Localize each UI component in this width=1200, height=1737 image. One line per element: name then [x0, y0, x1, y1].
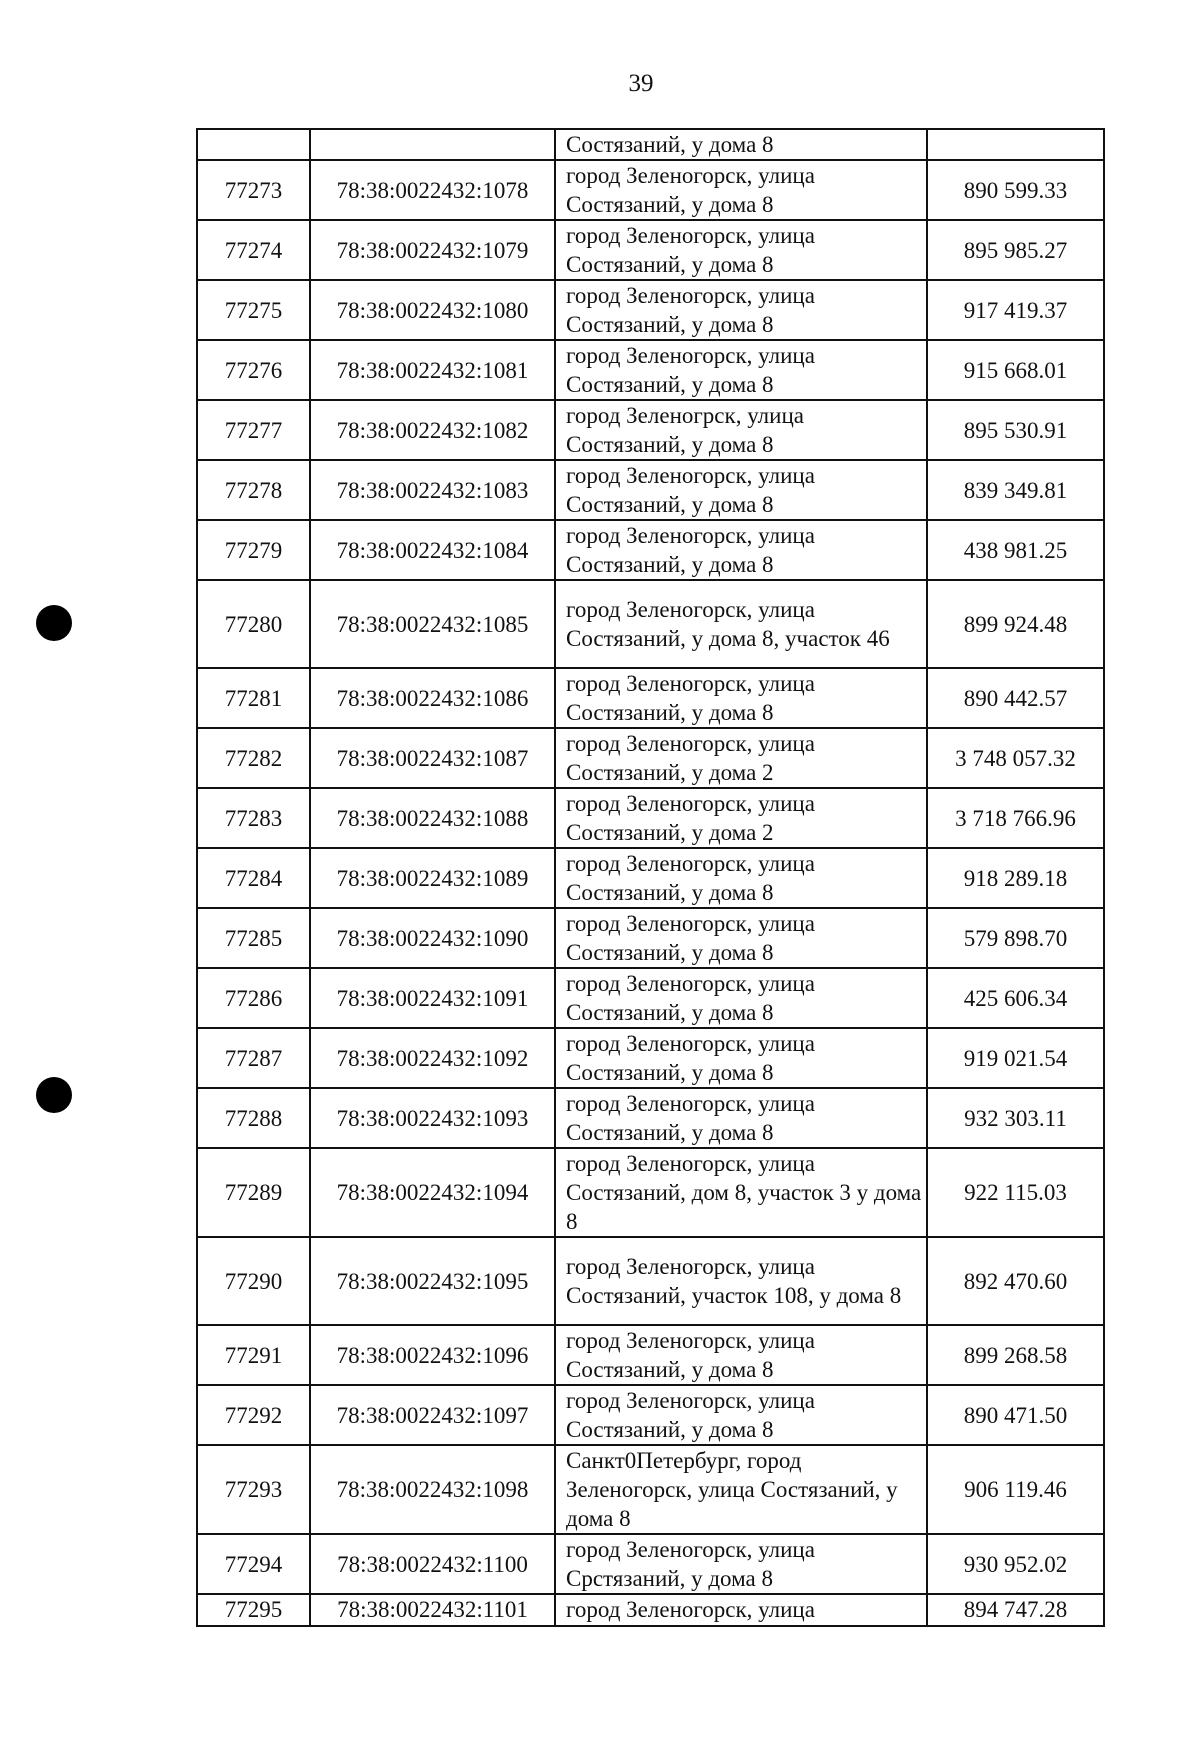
address-cell: город Зеленогорск, улица Срстязаний, у дома 8 [555, 1534, 927, 1594]
punch-hole-mark [36, 605, 72, 641]
amount-cell: 895 985.27 [927, 220, 1104, 280]
cadastral-number-cell: 78:38:0022432:1090 [310, 908, 555, 968]
table-row [197, 1148, 1104, 1237]
row-number-cell: 77292 [197, 1385, 310, 1445]
table-row [197, 1088, 1104, 1148]
register-table [196, 128, 1105, 1627]
amount-cell: 899 268.58 [927, 1325, 1104, 1385]
row-number-cell: 77276 [197, 340, 310, 400]
table-row [197, 788, 1104, 848]
amount-cell: 890 471.50 [927, 1385, 1104, 1445]
amount-cell: 922 115.03 [927, 1148, 1104, 1237]
row-number-cell: 77275 [197, 280, 310, 340]
table-row [197, 848, 1104, 908]
row-number-cell: 77278 [197, 460, 310, 520]
row-number-cell: 77293 [197, 1445, 310, 1534]
row-number-cell: 77273 [197, 160, 310, 220]
address-cell: Санкт0Петербург, город Зеленогорск, улица Состязаний, у дома 8 [555, 1445, 927, 1534]
amount-cell: 579 898.70 [927, 908, 1104, 968]
address-cell: Состязаний, у дома 8 [555, 129, 927, 160]
row-number-cell: 77287 [197, 1028, 310, 1088]
address-cell: город Зеленогорск, улица Состязаний, у дома 8 [555, 848, 927, 908]
table-row [197, 968, 1104, 1028]
row-number-cell: 77288 [197, 1088, 310, 1148]
address-cell: город Зеленогорск, улица Состязаний, дом 8, участок 3 у дома 8 [555, 1148, 927, 1237]
table-row [197, 160, 1104, 220]
row-number-cell: 77290 [197, 1237, 310, 1325]
row-number-cell [197, 129, 310, 160]
amount-cell: 890 442.57 [927, 668, 1104, 728]
address-cell: город Зеленогорск, улица Состязаний, у дома 8 [555, 968, 927, 1028]
table-row [197, 668, 1104, 728]
address-cell: город Зеленогорск, улица [555, 1594, 927, 1626]
punch-hole-mark [36, 1077, 72, 1113]
page-number: 39 [628, 70, 654, 97]
amount-cell: 892 470.60 [927, 1237, 1104, 1325]
table-row [197, 520, 1104, 580]
address-cell: город Зеленогорск, улица Состязаний, у дома 2 [555, 728, 927, 788]
cadastral-number-cell: 78:38:0022432:1086 [310, 668, 555, 728]
amount-cell [927, 129, 1104, 160]
cadastral-number-cell: 78:38:0022432:1087 [310, 728, 555, 788]
address-cell: город Зеленогорск, улица Состязаний, у дома 8 [555, 1088, 927, 1148]
address-cell: город Зеленогорск, улица Состязаний, у дома 8 [555, 340, 927, 400]
table-row [197, 460, 1104, 520]
amount-cell: 906 119.46 [927, 1445, 1104, 1534]
cadastral-number-cell [310, 129, 555, 160]
address-cell: город Зеленогорск, улица Состязаний, у дома 8 [555, 668, 927, 728]
address-cell: город Зеленогорск, улица Состязаний, у дома 8 [555, 220, 927, 280]
table-row [197, 1028, 1104, 1088]
table-row [197, 728, 1104, 788]
amount-cell: 895 530.91 [927, 400, 1104, 460]
row-number-cell: 77279 [197, 520, 310, 580]
row-number-cell: 77285 [197, 908, 310, 968]
row-number-cell: 77294 [197, 1534, 310, 1594]
row-number-cell: 77289 [197, 1148, 310, 1237]
table-row [197, 1237, 1104, 1325]
cadastral-number-cell: 78:38:0022432:1088 [310, 788, 555, 848]
amount-cell: 425 606.34 [927, 968, 1104, 1028]
amount-cell: 932 303.11 [927, 1088, 1104, 1148]
cadastral-number-cell: 78:38:0022432:1079 [310, 220, 555, 280]
cadastral-number-cell: 78:38:0022432:1096 [310, 1325, 555, 1385]
cadastral-number-cell: 78:38:0022432:1083 [310, 460, 555, 520]
address-cell: город Зеленогорск, улица Состязаний, у дома 8 [555, 460, 927, 520]
amount-cell: 890 599.33 [927, 160, 1104, 220]
row-number-cell: 77281 [197, 668, 310, 728]
table-row [197, 340, 1104, 400]
table-row [197, 280, 1104, 340]
amount-cell: 839 349.81 [927, 460, 1104, 520]
amount-cell: 919 021.54 [927, 1028, 1104, 1088]
address-cell: город Зеленогорск, улица Состязаний, у дома 8 [555, 908, 927, 968]
table-row [197, 1534, 1104, 1594]
address-cell: город Зеленогорск, улица Состязаний, у дома 8 [555, 1385, 927, 1445]
amount-cell: 930 952.02 [927, 1534, 1104, 1594]
table-row-continuation [197, 129, 1104, 160]
row-number-cell: 77274 [197, 220, 310, 280]
amount-cell: 438 981.25 [927, 520, 1104, 580]
amount-cell: 917 419.37 [927, 280, 1104, 340]
address-cell: город Зеленогорск, улица Состязаний, у дома 8 [555, 160, 927, 220]
row-number-cell: 77277 [197, 400, 310, 460]
row-number-cell: 77295 [197, 1594, 310, 1626]
row-number-cell: 77283 [197, 788, 310, 848]
table-row [197, 220, 1104, 280]
register-table-container [196, 128, 1103, 1627]
table-row [197, 1594, 1104, 1626]
cadastral-number-cell: 78:38:0022432:1098 [310, 1445, 555, 1534]
cadastral-number-cell: 78:38:0022432:1095 [310, 1237, 555, 1325]
address-cell: город Зеленогорск, улица Состязаний, у дома 8 [555, 520, 927, 580]
cadastral-number-cell: 78:38:0022432:1097 [310, 1385, 555, 1445]
amount-cell: 894 747.28 [927, 1594, 1104, 1626]
table-row [197, 908, 1104, 968]
amount-cell: 899 924.48 [927, 580, 1104, 668]
cadastral-number-cell: 78:38:0022432:1084 [310, 520, 555, 580]
amount-cell: 915 668.01 [927, 340, 1104, 400]
cadastral-number-cell: 78:38:0022432:1089 [310, 848, 555, 908]
table-row [197, 1325, 1104, 1385]
address-cell: город Зеленогорск, улица Состязаний, участок 108, у дома 8 [555, 1237, 927, 1325]
address-cell: город Зеленогорск, улица Состязаний, у дома 2 [555, 788, 927, 848]
address-cell: город Зеленогорск, улица Состязаний, у дома 8 [555, 1325, 927, 1385]
cadastral-number-cell: 78:38:0022432:1078 [310, 160, 555, 220]
address-cell: город Зеленогорск, улица Состязаний, у дома 8, участок 46 [555, 580, 927, 668]
table-row [197, 580, 1104, 668]
cadastral-number-cell: 78:38:0022432:1093 [310, 1088, 555, 1148]
cadastral-number-cell: 78:38:0022432:1085 [310, 580, 555, 668]
address-cell: город Зеленогорск, улица Состязаний, у дома 8 [555, 280, 927, 340]
amount-cell: 918 289.18 [927, 848, 1104, 908]
row-number-cell: 77282 [197, 728, 310, 788]
row-number-cell: 77284 [197, 848, 310, 908]
table-row [197, 400, 1104, 460]
amount-cell: 3 718 766.96 [927, 788, 1104, 848]
amount-cell: 3 748 057.32 [927, 728, 1104, 788]
cadastral-number-cell: 78:38:0022432:1101 [310, 1594, 555, 1626]
table-row [197, 1385, 1104, 1445]
address-cell: город Зеленогорск, улица Состязаний, у дома 8 [555, 1028, 927, 1088]
cadastral-number-cell: 78:38:0022432:1094 [310, 1148, 555, 1237]
cadastral-number-cell: 78:38:0022432:1092 [310, 1028, 555, 1088]
cadastral-number-cell: 78:38:0022432:1082 [310, 400, 555, 460]
cadastral-number-cell: 78:38:0022432:1091 [310, 968, 555, 1028]
row-number-cell: 77291 [197, 1325, 310, 1385]
cadastral-number-cell: 78:38:0022432:1080 [310, 280, 555, 340]
row-number-cell: 77286 [197, 968, 310, 1028]
register-table-body [197, 129, 1104, 1626]
table-row [197, 1445, 1104, 1534]
address-cell: город Зеленогрск, улица Состязаний, у дома 8 [555, 400, 927, 460]
row-number-cell: 77280 [197, 580, 310, 668]
cadastral-number-cell: 78:38:0022432:1100 [310, 1534, 555, 1594]
cadastral-number-cell: 78:38:0022432:1081 [310, 340, 555, 400]
